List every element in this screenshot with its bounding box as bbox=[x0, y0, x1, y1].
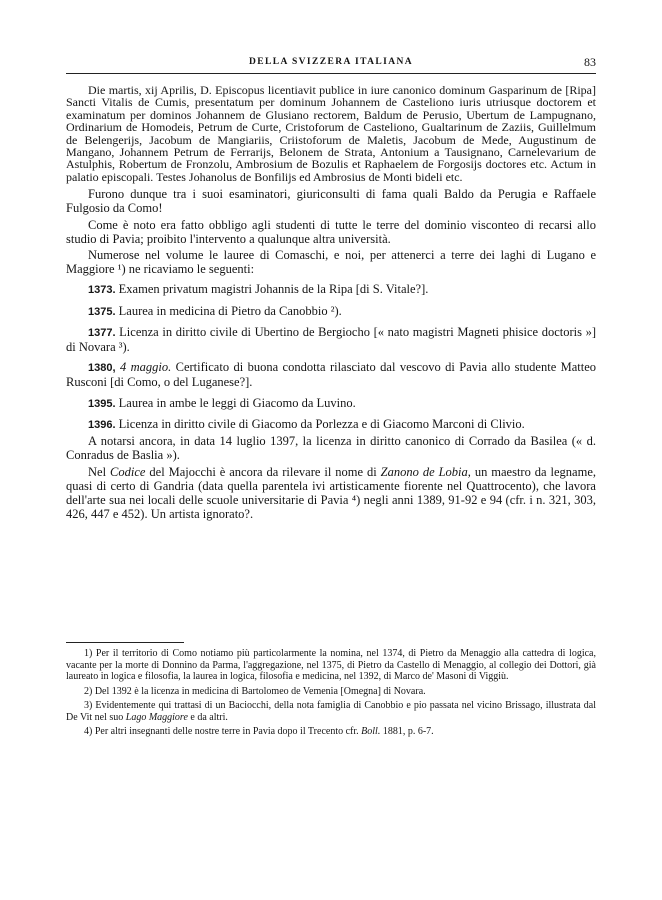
footnote-3 bbox=[66, 700, 596, 723]
footnote-4 bbox=[66, 726, 596, 738]
page-number: 83 bbox=[584, 55, 596, 69]
entry-year: 1395. bbox=[88, 397, 116, 410]
entry-1377 bbox=[66, 325, 596, 354]
entry-year: 1396. bbox=[88, 418, 116, 431]
entry-text: Licenza in diritto civile di Ubertino de Bergiocho [« nato magistri Magneti phisice doctoris »] di Novara ³). bbox=[66, 324, 597, 355]
codice-title: Codice bbox=[110, 464, 146, 479]
entry-1373 bbox=[66, 282, 596, 297]
entry-1395 bbox=[66, 396, 596, 411]
text-run: Nel bbox=[88, 464, 107, 479]
paragraph-examiners: Furono dunque tra i suoi esaminatori, giuriconsulti di fama quali Baldo da Perugia e Raffaele Fulgosio da Como! bbox=[66, 187, 596, 216]
body-text bbox=[66, 84, 596, 523]
entry-text: Certificato di buona condotta rilasciato dal vescovo di Pavia allo studente Matteo Rusconi [di Como, o del Luganese?]. bbox=[66, 360, 597, 390]
header-rule bbox=[66, 73, 596, 74]
page-header bbox=[66, 57, 596, 75]
entry-date: 4 maggio. bbox=[119, 360, 172, 375]
footnotes bbox=[66, 648, 596, 741]
running-title: DELLA SVIZZERA ITALIANA bbox=[248, 57, 413, 67]
entry-text: Licenza in diritto civile di Giacomo da Porlezza e di Giacomo Marconi di Clivio. bbox=[118, 416, 525, 431]
latin-quotation: Die martis, xij Aprilis, D. Episcopus licentiavit publice in iure canonico dominum Gasparinum de [Ripa] Sancti Vitalis de Cumis, presentatum per dominum Johannem de Casteliono iuris utriusque doctorem et examinatum per dominos Johannem de Glusiano rectorem, Baldum de Perusio, Ubertum de Lampugnano, Ordinarium de Homodeis, Petrum de Curte, Cristoforum de Casteliono, Gualtarinum de Zaziis, Guillelmum de Belengerijs, Jacobum de Mangiariis, Criistoforum de Maletis, Jacobum de Mede, Augustinum de Mangano, Johannem Petrum de Ferrarijs, Belonem de Strata, Antonium a Tausignano, Carnelevarium de Astulphis, Robertum de Fronzolu, Ambrosium de Bozulis et Raphaelem de Forgosijs doctores etc. Actum in palatio episcopali. Testes Johanolus de Bonfilijs ed Ambrosius de Monti bideli etc. bbox=[66, 83, 596, 184]
journal-title: Boll. bbox=[361, 726, 381, 737]
text-run: 3) Evidentemente qui trattasi di un Baciocchi, della nota famiglia di Canobbio e pio passata nel vicino Brissago, illustrata dal De Vit nel suo bbox=[66, 700, 596, 723]
artist-name: Zanono de Lobia, bbox=[380, 464, 471, 479]
text-run: un maestro da legname, quasi di certo di Gandria (data quella parentela ivi artisticamente fiorente nel Quattrocento), che lavora dell'arte sua nei locali delle scuole universitarie di Pavia ⁴) negli anni 1389, 91-92 e 94 (cfr. i n. 321, 303, 426, 447 e 452). Un artista ignorato?. bbox=[66, 464, 597, 522]
entry-year: 1380, bbox=[88, 362, 116, 375]
entry-year: 1377. bbox=[88, 326, 116, 339]
entry-text: Laurea in medicina di Pietro da Canobbio ²). bbox=[118, 303, 342, 318]
entry-year: 1375. bbox=[88, 305, 116, 318]
paragraph-codice bbox=[66, 465, 596, 522]
text-run: 4) Per altri insegnanti delle nostre terre in Pavia dopo il Trecento cfr. bbox=[84, 726, 359, 737]
entry-1380 bbox=[66, 360, 596, 389]
entry-year: 1373. bbox=[88, 284, 116, 297]
footnote-2: 2) Del 1392 è la licenza in medicina di Bartolomeo de Vemenia [Omegna] di Novara. bbox=[84, 685, 426, 697]
paragraph-basilea: A notarsi ancora, in data 14 luglio 1397, la licenza in diritto canonico di Corrado da Basilea (« d. Conradus de Baslia »). bbox=[66, 434, 596, 463]
paragraph-comaschi: Numerose nel volume le lauree di Comaschi, e noi, per attenerci a terre dei laghi di Lugano e Maggiore ¹) ne ricaviamo le seguenti: bbox=[66, 248, 596, 277]
text-run: del Majocchi è ancora da rilevare il nome di bbox=[149, 464, 377, 479]
text-run: e da altri. bbox=[190, 711, 228, 723]
entry-text: Examen privatum magistri Johannis de la Ripa [di S. Vitale?]. bbox=[118, 282, 429, 297]
entry-text: Laurea in ambe le leggi di Giacomo da Luvino. bbox=[118, 395, 356, 410]
footnote-1: 1) Per il territorio di Como notiamo più particolarmente la nomina, nel 1374, di Pietro da Menaggio alla cattedra di logica, vacante per la morte di Donnino da Parma, l'aggregazione, nel 1375, di Pietro da Castello di Menaggio, al collegio dei Dottori, già laureato in logica e filosofia, la laurea in logica, filosofia e medicina, nel 1392, di Marco de' Masoni di Viggiù. bbox=[66, 648, 596, 682]
footnote-rule bbox=[66, 642, 184, 643]
entry-1375 bbox=[66, 304, 596, 319]
book-title: Lago Maggiore bbox=[125, 711, 188, 723]
text-run: 1881, p. 6-7. bbox=[382, 726, 434, 737]
paragraph-obligation: Come è noto era fatto obbligo agli studenti di tutte le terre del dominio visconteo di recarsi allo studio di Pavia; proibito l'intervento a qualunque altra università. bbox=[66, 217, 596, 246]
entry-1396 bbox=[66, 417, 596, 432]
